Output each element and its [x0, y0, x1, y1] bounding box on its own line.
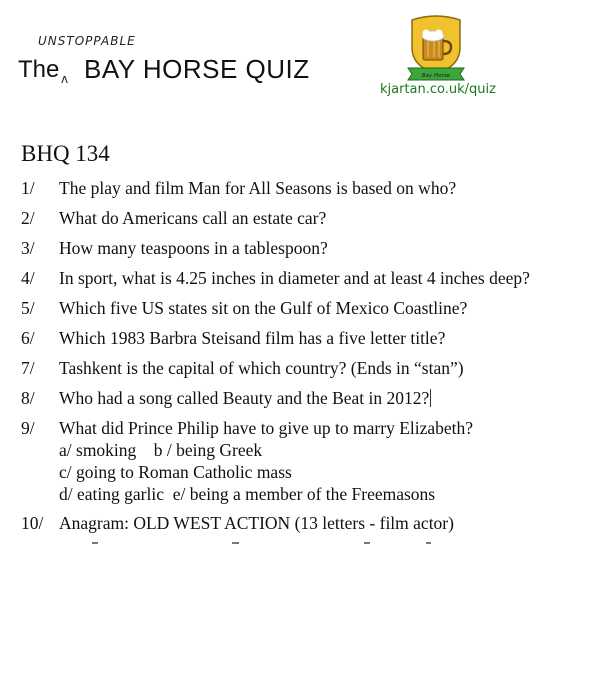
question-number: 6/ — [21, 328, 35, 348]
question-number: 9/ — [21, 418, 35, 438]
cropped-text-fragment — [232, 542, 239, 544]
question-text-wrap — [59, 387, 431, 409]
question-text: Which five US states sit on the Gulf of Mexico Coastline? — [59, 298, 468, 318]
question-number: 10/ — [21, 513, 44, 533]
question-text: Tashkent is the capital of which country? (Ends in “stan”) — [59, 358, 464, 378]
text-cursor — [430, 389, 431, 407]
brand-title: BAY HORSE QUIZ — [84, 54, 310, 84]
question-block — [59, 417, 473, 505]
brand-the: The — [18, 56, 60, 83]
bay-horse-logo-icon — [406, 14, 466, 82]
question-number: 1/ — [21, 178, 35, 198]
question-text: Anagram: OLD WEST ACTION (13 letters - film actor) — [59, 513, 454, 533]
question-number: 4/ — [21, 268, 35, 288]
cropped-text-fragment — [426, 542, 431, 544]
logo-banner-text: Bay Horse — [421, 73, 451, 79]
question-text: What do Americans call an estate car? — [59, 208, 327, 228]
insertion-caret: ʌ — [61, 72, 69, 86]
question-text: Which 1983 Barbra Steisand film has a five letter title? — [59, 328, 446, 348]
question-text: How many teaspoons in a tablespoon? — [59, 238, 328, 258]
question-text: The play and film Man for All Seasons is based on who? — [59, 178, 457, 198]
question-number: 3/ — [21, 238, 35, 258]
quiz-title: BHQ 134 — [21, 141, 110, 166]
question-number: 2/ — [21, 208, 35, 228]
question-number: 8/ — [21, 388, 35, 408]
question-text: What did Prince Philip have to give up to marry Elizabeth? — [59, 418, 474, 438]
answer-options-row: a/ smoking b / being Greek — [59, 440, 263, 460]
quiz-header — [0, 0, 600, 110]
question-text: Who had a song called Beauty and the Beat in 2012? — [59, 388, 430, 408]
question-text: In sport, what is 4.25 inches in diameter and at least 4 inches deep? — [59, 268, 530, 288]
answer-options-row: c/ going to Roman Catholic mass — [59, 462, 292, 482]
question-number: 5/ — [21, 298, 35, 318]
answer-options-row: d/ eating garlic e/ being a member of the Freemasons — [59, 484, 436, 504]
site-url: kjartan.co.uk/quiz — [380, 82, 496, 97]
question-number: 7/ — [21, 358, 35, 378]
tagline-unstoppable: UNSTOPPABLE — [38, 34, 136, 48]
cropped-text-fragment — [92, 542, 98, 544]
cropped-text-fragment — [364, 542, 370, 544]
